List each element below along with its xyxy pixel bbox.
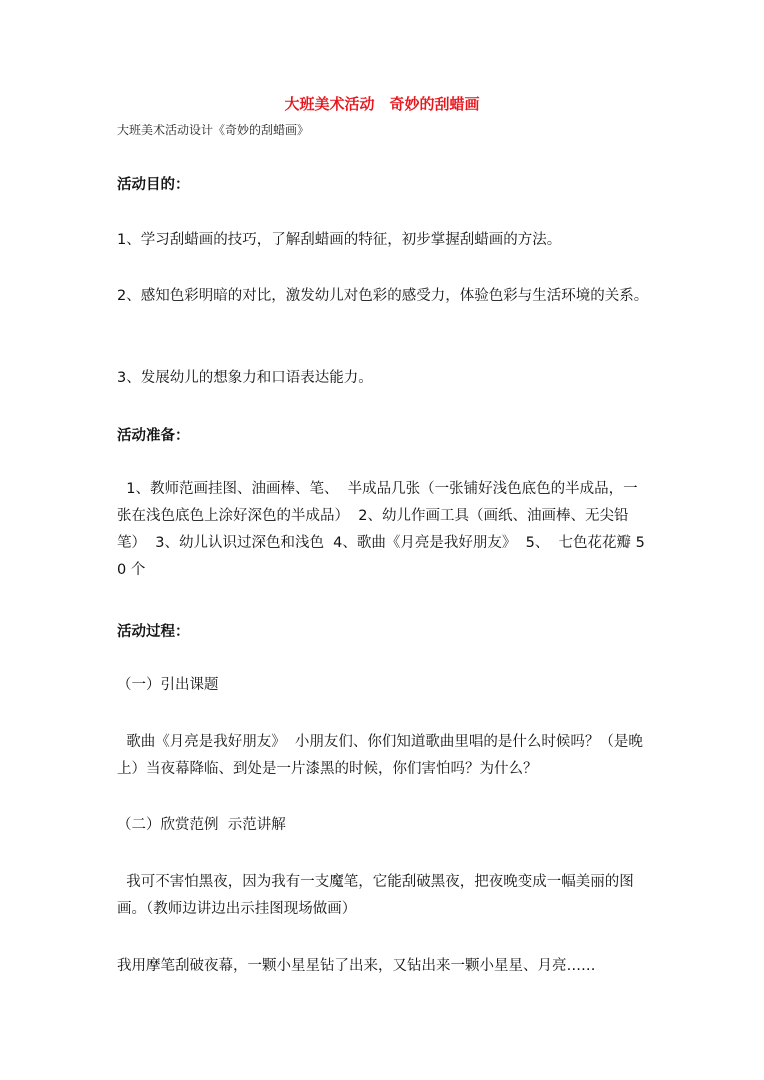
goal-item-2: 2、感知色彩明暗的对比，激发幼儿对色彩的感受力，体验色彩与生活环境的关系。 bbox=[117, 288, 649, 304]
heading-process: 活动过程： bbox=[117, 624, 190, 640]
goal-item-1: 1、学习刮蜡画的技巧，了解刮蜡画的特征，初步掌握刮蜡画的方法。 bbox=[117, 232, 562, 248]
prep-paragraph: 1、教师范画挂图、油画棒、笔、 半成品几张（一张铺好浅色底色的半成品，一张在浅色底色上涂好深色的半成品） 2、幼儿作画工具（画纸、油画棒、无尖铅笔） 3、幼儿认识过深色和浅色 4、歌曲《月亮是我好朋友》 5、 七色花花瓣 50 个 bbox=[117, 481, 645, 578]
step-2-title: （二）欣赏范例 示范讲解 bbox=[117, 817, 286, 833]
step-1-paragraph: 歌曲《月亮是我好朋友》 小朋友们、你们知道歌曲里唱的是什么时候吗？（是晚上）当夜幕降临、到处是一片漆黑的时候，你们害怕吗？为什么？ bbox=[117, 734, 643, 777]
document-subtitle: 大班美术活动设计《奇妙的刮蜡画》 bbox=[117, 123, 310, 137]
step-2-paragraph-b: 我用摩笔刮破夜幕，一颗小星星钻了出来，又钻出来一颗小星星、月亮…… bbox=[117, 958, 596, 974]
step-2-paragraph: 我可不害怕黑夜，因为我有一支魔笔，它能刮破黑夜，把夜晚变成一幅美丽的图画。（教师边讲边出示挂图现场做画） bbox=[117, 874, 634, 917]
heading-prep: 活动准备： bbox=[117, 428, 190, 444]
document-title: 大班美术活动 奇妙的刮蜡画 bbox=[284, 95, 480, 113]
step-1-title: （一）引出课题 bbox=[117, 677, 219, 693]
heading-goal: 活动目的： bbox=[117, 177, 190, 193]
goal-item-3: 3、发展幼儿的想象力和口语表达能力。 bbox=[117, 370, 373, 386]
